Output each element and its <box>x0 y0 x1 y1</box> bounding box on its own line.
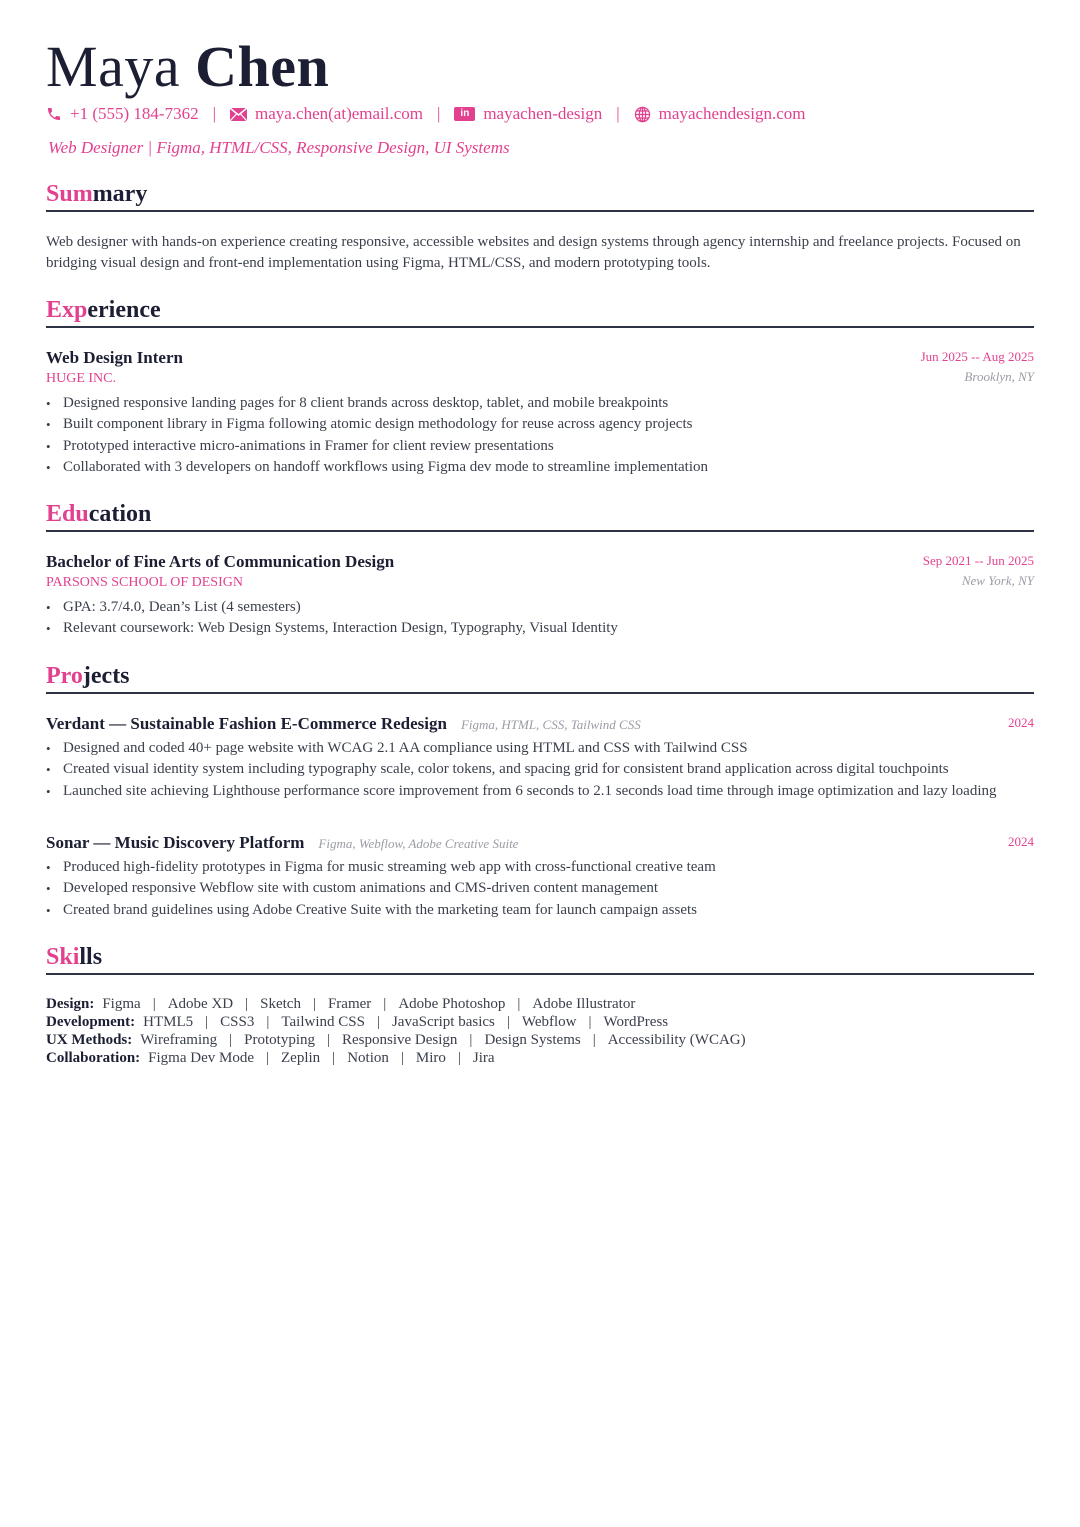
skill-row-design <box>46 995 746 1013</box>
separator: | <box>437 104 441 123</box>
skill-item: Responsive Design <box>342 1032 458 1048</box>
skill-item: in <box>454 107 475 121</box>
skill-item: Design Systems <box>484 1032 581 1048</box>
envelope-icon <box>230 108 247 121</box>
job-dates: Jun 2025 -- Aug 2025 <box>920 349 1034 364</box>
job-title: Web Design Intern <box>46 348 183 367</box>
skill-item: mary <box>92 181 148 207</box>
project-name: Sonar — Music Discovery Platform <box>46 833 305 852</box>
education-bullets <box>46 597 1034 640</box>
website-text: mayachendesign.com <box>658 104 806 123</box>
skill-separator: | <box>376 1014 380 1030</box>
section-title-education <box>46 499 1034 532</box>
company-name: HUGE INC. <box>46 371 116 386</box>
skill-item: Figma <box>102 996 141 1012</box>
list-item: • Created visual identity system including typography scale, color tokens, and spacing grid for consistent brand application across digital touchpoints <box>46 759 1034 780</box>
skill-item: cation <box>88 501 152 527</box>
skill-separator: | <box>229 1032 233 1048</box>
project-title <box>46 713 641 736</box>
list-item: • Collaborated with 3 developers on handoff workflows using Figma dev mode to streamline implementation <box>46 457 1034 478</box>
skill-item: HTML5 <box>143 1014 194 1030</box>
contact-bar <box>46 103 805 125</box>
skill-item: JavaScript basics <box>391 1014 495 1030</box>
list-item: • Built component library in Figma following atomic design methodology for reuse across agency projects <box>46 414 1034 435</box>
skill-item: Framer <box>327 996 372 1012</box>
skill-row-development <box>46 1013 746 1031</box>
education-location: New York, NY <box>961 573 1034 588</box>
skill-separator: | <box>506 1014 510 1030</box>
job-location: Brooklyn, NY <box>964 369 1034 384</box>
list-item: • Produced high-fidelity prototypes in Figma for music streaming web app with cross-functional creative team <box>46 857 1034 878</box>
project-year: 2024 <box>1008 834 1034 849</box>
skill-item: Edu <box>46 501 89 527</box>
list-item: • Launched site achieving Lighthouse performance score improvement from 6 seconds to 2.1 seconds load time through image optimization and lazy loading <box>46 781 1034 802</box>
project-bullets <box>46 857 1034 921</box>
skill-item: Accessibility (WCAG) <box>607 1032 746 1048</box>
skill-separator: | <box>245 996 249 1012</box>
skill-item: Webflow <box>521 1014 577 1030</box>
skill-separator: | <box>205 1014 209 1030</box>
section-title-summary <box>46 179 1034 212</box>
skill-separator: | <box>383 996 387 1012</box>
phone-icon <box>46 106 62 122</box>
email-text: maya.chen(at)email.com <box>254 104 424 123</box>
separator: | <box>212 104 216 123</box>
contact-website[interactable] <box>634 103 806 125</box>
section-title-projects <box>46 661 1034 694</box>
education-dates: Sep 2021 -- Jun 2025 <box>922 553 1034 568</box>
project-title <box>46 832 518 855</box>
project-bullets <box>46 738 1034 802</box>
skill-separator: | <box>588 1014 592 1030</box>
skill-item: Notion <box>347 1050 389 1066</box>
skill-item: jects <box>82 663 130 689</box>
list-item: • Designed and coded 40+ page website with WCAG 2.1 AA compliance using HTML and CSS with Tailwind CSS <box>46 738 1034 759</box>
list-item: • Prototyped interactive micro-animations in Framer for client review presentations <box>46 436 1034 457</box>
skill-row-ux-methods <box>46 1031 746 1049</box>
skill-item: Figma Dev Mode <box>148 1050 254 1066</box>
section-title-experience <box>46 295 1034 328</box>
skill-separator: | <box>266 1014 270 1030</box>
skill-separator: | <box>152 996 156 1012</box>
list-item: • Developed responsive Webflow site with custom animations and CMS-driven content management <box>46 878 1034 899</box>
skill-separator: | <box>266 1050 270 1066</box>
skill-item: Adobe Illustrator <box>532 996 636 1012</box>
skill-item: Jira <box>472 1050 495 1066</box>
skill-item: Prototyping <box>244 1032 315 1048</box>
linkedin-icon <box>454 107 475 121</box>
skill-separator: | <box>400 1050 404 1066</box>
skill-separator: | <box>312 996 316 1012</box>
skill-item: UX Methods: <box>46 1032 133 1048</box>
list-item: • Relevant coursework: Web Design Systems, Interaction Design, Typography, Visual Identity <box>46 618 1034 639</box>
project-name: Verdant — Sustainable Fashion E-Commerce Redesign <box>46 714 447 733</box>
skill-item: Collaboration: <box>46 1050 141 1066</box>
skill-item: Adobe Photoshop <box>398 996 506 1012</box>
separator: | <box>616 104 620 123</box>
skill-item: lls <box>79 944 103 970</box>
linkedin-text: mayachen-design <box>483 104 603 123</box>
skill-separator: | <box>592 1032 596 1048</box>
skill-item: Tailwind CSS <box>281 1014 365 1030</box>
skill-separator: | <box>332 1050 336 1066</box>
skill-item: Wireframing <box>140 1032 218 1048</box>
skill-item: Sum <box>46 181 93 207</box>
list-item: • Created brand guidelines using Adobe Creative Suite with the marketing team for launch campaign assets <box>46 900 1034 921</box>
skill-item: Ski <box>46 944 80 970</box>
job-bullets <box>46 393 1034 478</box>
skill-item: Zeplin <box>281 1050 321 1066</box>
skill-separator: | <box>517 996 521 1012</box>
skill-item: Design: <box>46 996 95 1012</box>
skill-item: Sketch <box>260 996 301 1012</box>
skill-item: WordPress <box>603 1014 669 1030</box>
skill-item: Development: <box>46 1014 136 1030</box>
skill-item: Exp <box>46 297 88 323</box>
list-item: • Designed responsive landing pages for 8 client brands across desktop, tablet, and mobile breakpoints <box>46 393 1034 414</box>
skill-separator: | <box>469 1032 473 1048</box>
globe-icon <box>634 106 651 123</box>
project-tech: Figma, HTML, CSS, Tailwind CSS <box>460 717 641 732</box>
skill-item: CSS3 <box>220 1014 255 1030</box>
school-name: PARSONS SCHOOL OF DESIGN <box>46 575 243 590</box>
skill-row-collaboration <box>46 1049 746 1067</box>
degree-title: Bachelor of Fine Arts of Communication Design <box>46 552 395 571</box>
contact-phone[interactable] <box>46 103 199 125</box>
candidate-name <box>46 34 329 100</box>
skill-item: Pro <box>46 663 83 689</box>
first-name: Maya <box>46 34 181 99</box>
skills-list <box>46 995 746 1067</box>
skill-item: Adobe XD <box>167 996 234 1012</box>
section-title-skills <box>46 942 1034 975</box>
project-year: 2024 <box>1008 715 1034 730</box>
skill-item: Miro <box>415 1050 446 1066</box>
last-name: Chen <box>195 34 330 99</box>
contact-linkedin[interactable] <box>454 103 602 125</box>
tagline: Web Designer | Figma, HTML/CSS, Responsive Design, UI Systems <box>48 138 510 157</box>
skill-separator: | <box>457 1050 461 1066</box>
contact-email[interactable] <box>230 103 423 125</box>
list-item: • GPA: 3.7/4.0, Dean’s List (4 semesters) <box>46 597 1034 618</box>
summary-text: Web designer with hands-on experience creating responsive, accessible websites and design systems through agency internship and freelance projects. Focused on bridging visual design and front-end implementation using Figma, HTML/CSS, and modern prototyping tools. <box>46 234 1021 271</box>
skill-item: erience <box>87 297 161 323</box>
phone-text: +1 (555) 184-7362 <box>70 104 199 123</box>
project-tech: Figma, Webflow, Adobe Creative Suite <box>318 836 519 851</box>
skill-separator: | <box>326 1032 330 1048</box>
